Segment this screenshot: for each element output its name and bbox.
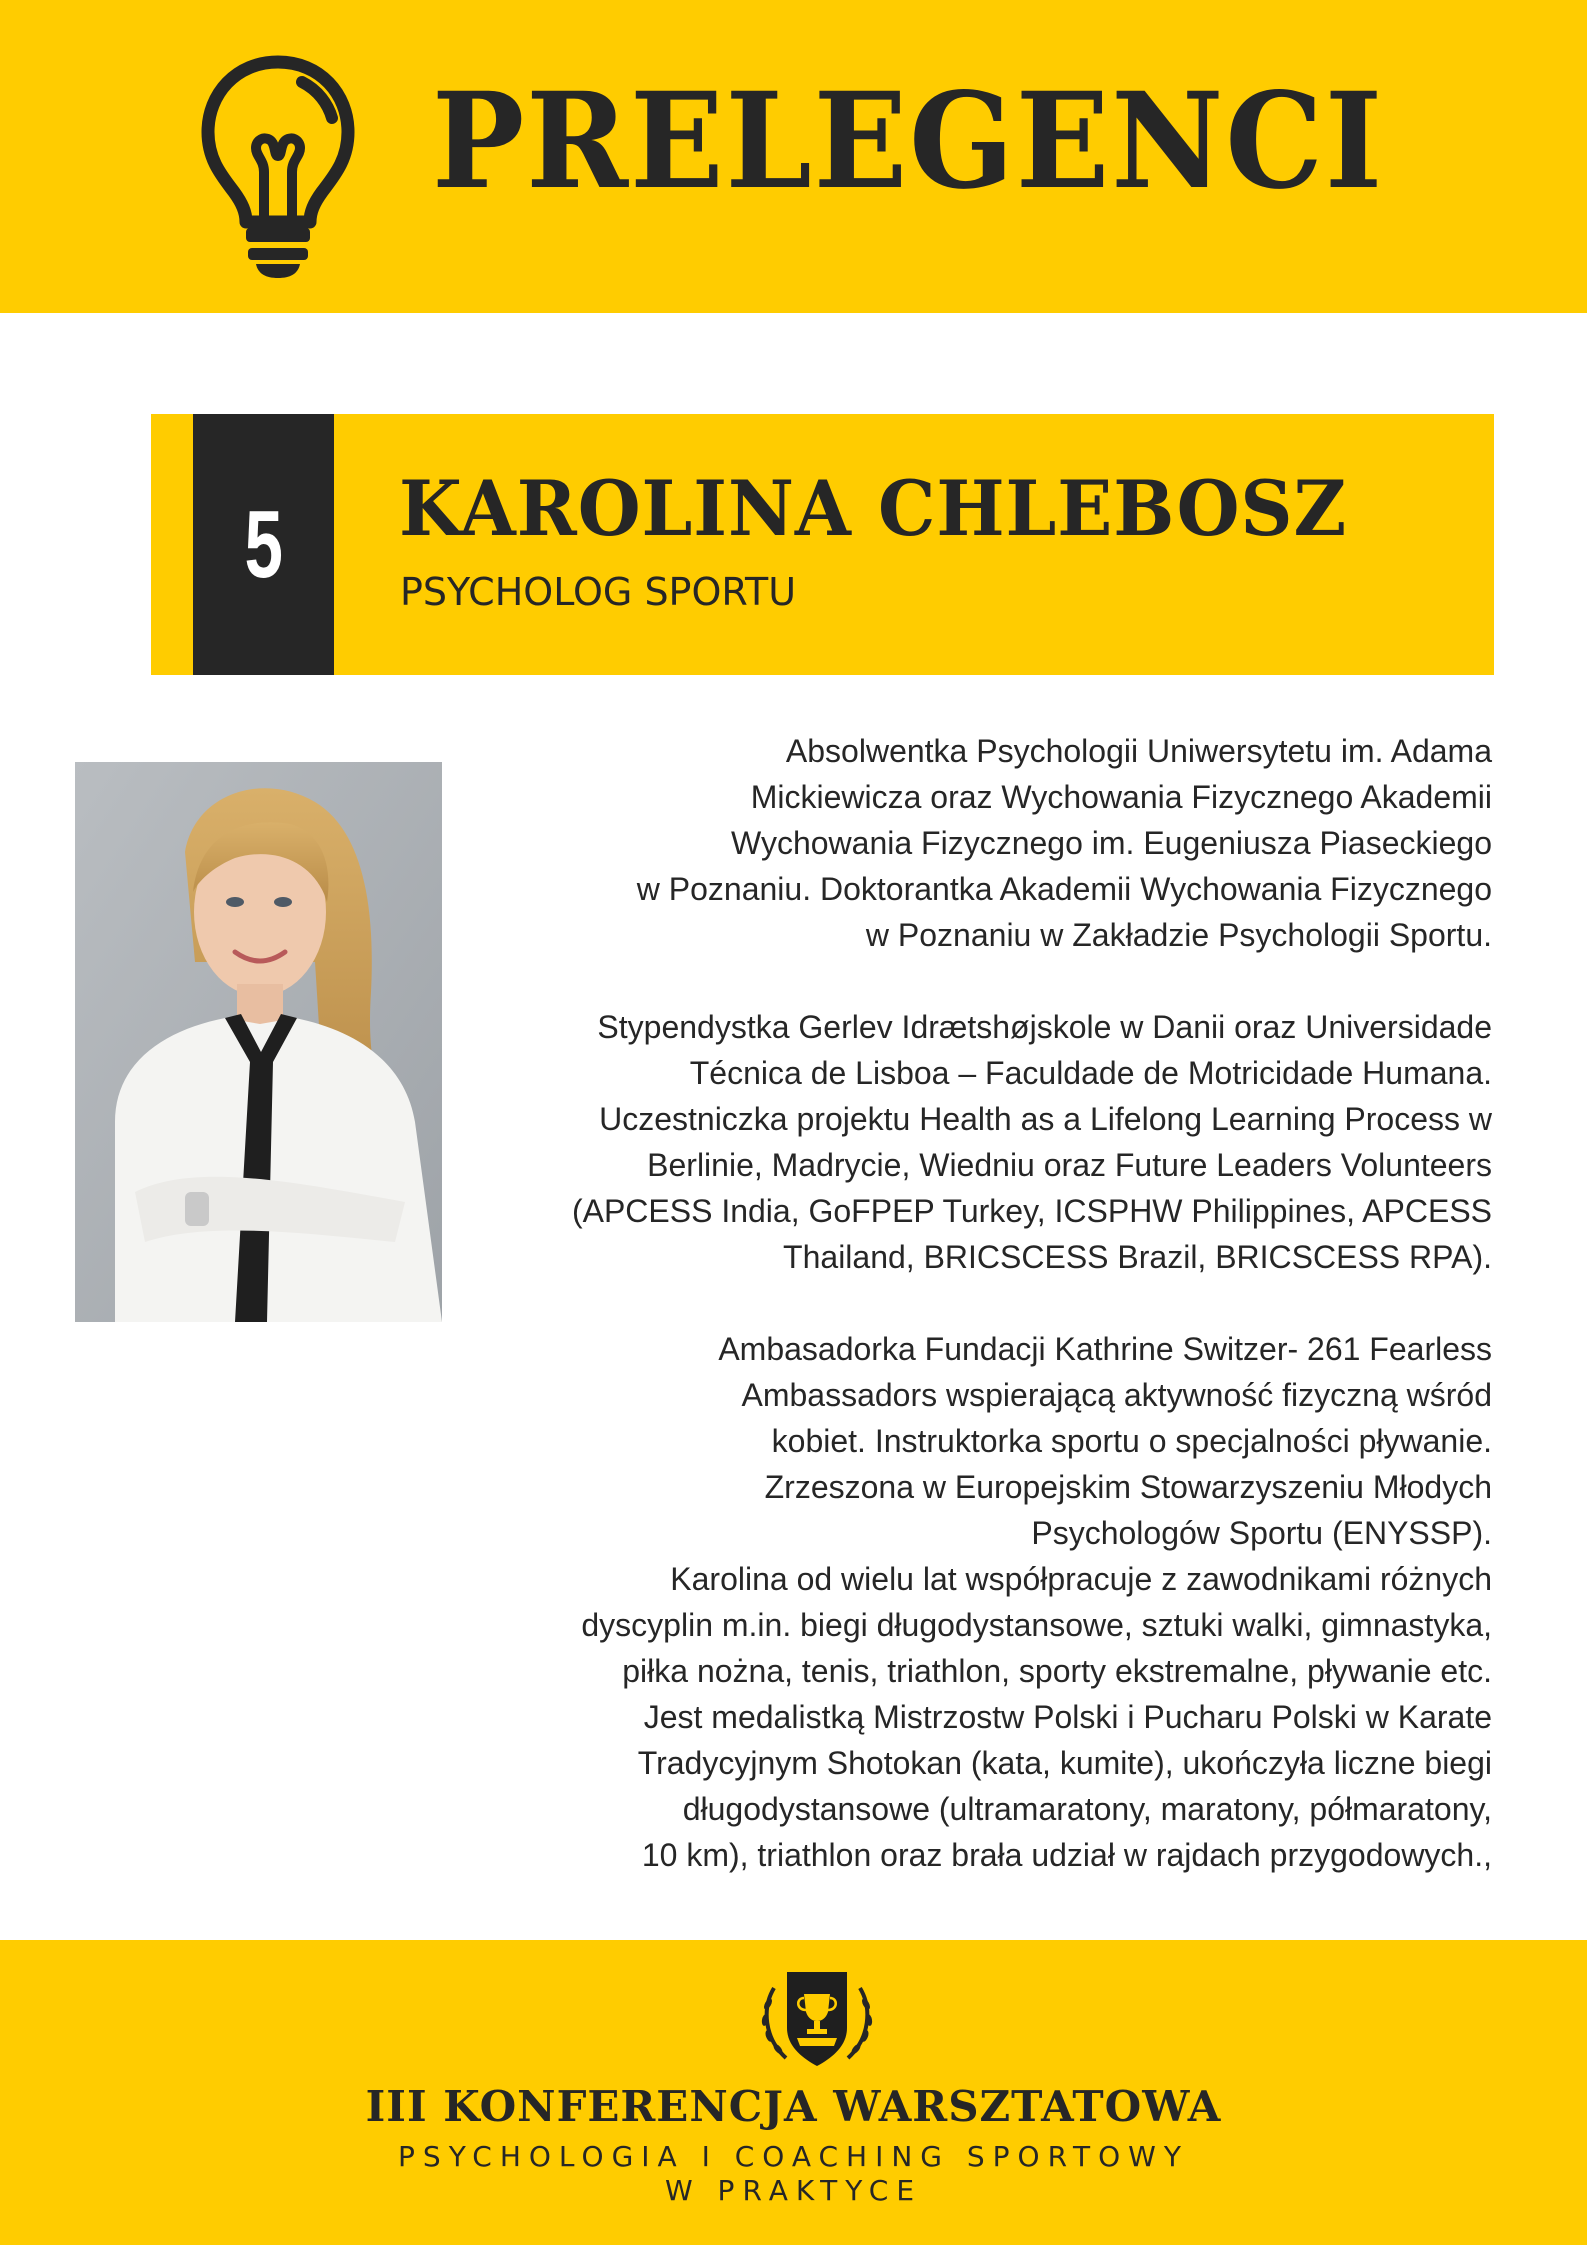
bio-line: Tradycyjnym Shotokan (kata, kumite), ukończyła liczne biegi [637,1745,1492,1781]
speaker-photo [75,762,442,1322]
trophy-crest-icon [752,1968,882,2068]
lightbulb-icon [198,52,358,280]
bio-line: 10 km), triathlon oraz brała udział w rajdach przygodowych., [641,1837,1492,1873]
conference-title: III KONFERENCJA WARSZTATOWA [365,2082,1222,2131]
bio-line: Ambasadorka Fundacji Kathrine Switzer- 261 Fearless [718,1331,1492,1367]
bio-line: Jest medalistką Mistrzostw Polski i Pucharu Polski w Karate [643,1699,1492,1735]
bio-paragraph-3 [390,1326,1492,1878]
bio-line: piłka nożna, tenis, triathlon, sporty ekstremalne, pływanie etc. [622,1653,1492,1689]
bio-line: Psychologów Sportu (ENYSSP). [1031,1515,1492,1551]
bio-line: Técnica de Lisboa – Faculdade de Motricidade Humana. [689,1055,1492,1091]
speaker-number-box [193,414,334,675]
bio-line: kobiet. Instruktorka sportu o specjalności pływanie. [771,1423,1492,1459]
bio-line: Stypendystka Gerlev Idrætshøjskole w Danii oraz Universidade [597,1009,1492,1045]
conference-subtitle-line: PSYCHOLOGIA I COACHING SPORTOWY [398,2140,1189,2173]
bio-line: Wychowania Fizycznego im. Eugeniusza Piaseckiego [731,825,1492,861]
speaker-name: KAROLINA CHLEBOSZ [399,464,1348,553]
bio-line: (APCESS India, GoFPEP Turkey, ICSPHW Philippines, APCESS [571,1193,1492,1229]
conference-subtitle-line: W PRAKTYCE [664,2174,923,2207]
bio-paragraph-1 [390,728,1492,958]
page-title: PRELEGENCI [432,64,1385,219]
speaker-banner [151,414,1494,675]
speaker-role: PSYCHOLOG SPORTU [400,570,797,614]
bio-line: Thailand, BRICSCESS Brazil, BRICSCESS RPA). [783,1239,1492,1275]
speaker-bio [390,728,1492,1878]
speaker-number: 5 [244,490,283,598]
bio-line: w Poznaniu w Zakładzie Psychologii Sportu. [865,917,1492,953]
bio-line: Zrzeszona w Europejskim Stowarzyszeniu Młodych [764,1469,1492,1505]
footer-band [0,1940,1587,2245]
bio-line: dyscyplin m.in. biegi długodystansowe, sztuki walki, gimnastyka, [581,1607,1492,1643]
bio-line: długodystansowe (ultramaratony, maratony, półmaratony, [682,1791,1492,1827]
bio-paragraph-2 [390,1004,1492,1280]
bio-line: Karolina od wielu lat współpracuje z zawodnikami różnych [670,1561,1492,1597]
bio-line: Uczestniczka projektu Health as a Lifelong Learning Process w [599,1101,1492,1137]
bio-line: Berlinie, Madrycie, Wiedniu oraz Future Leaders Volunteers [647,1147,1492,1183]
conference-subtitle [0,2140,1587,2208]
bio-line: w Poznaniu. Doktorantka Akademii Wychowania Fizycznego [636,871,1492,907]
bio-line: Absolwentka Psychologii Uniwersytetu im. Adama [785,733,1492,769]
header-band [0,0,1587,313]
portrait-illustration [75,762,442,1322]
bio-line: Ambassadors wspierającą aktywność fizyczną wśród [741,1377,1492,1413]
bio-line: Mickiewicza oraz Wychowania Fizycznego Akademii [750,779,1492,815]
